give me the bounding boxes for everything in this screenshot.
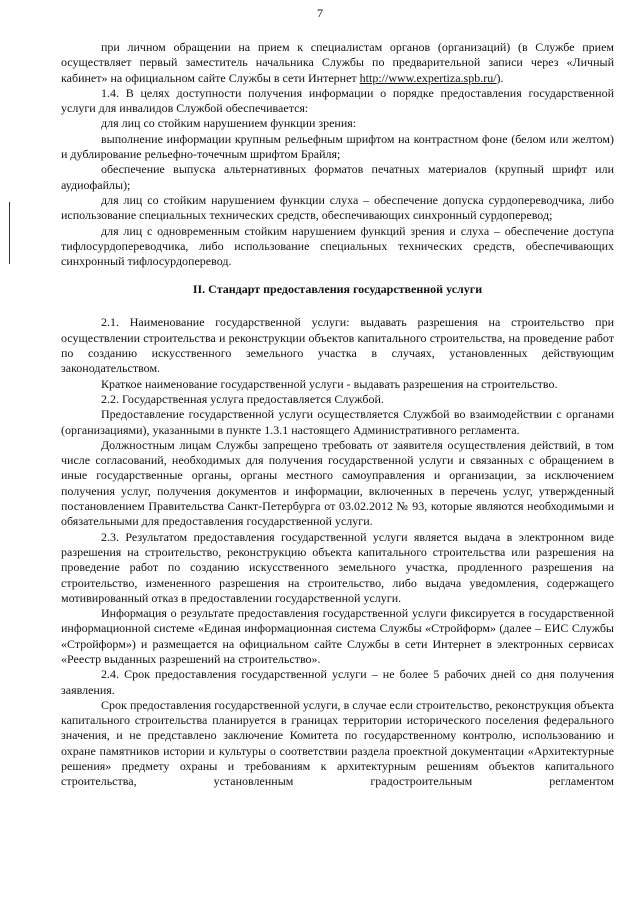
document-body <box>61 40 614 790</box>
paragraph-text-end: ). <box>496 70 504 85</box>
paragraph-information: Информация о результате предоставления государственной услуги фиксируется в государственной информационной системе «Единая информационная система Службы «Стройформ» (далее – ЕИС Службы «Стройформ») и размещается на официальном сайте Службы в сети Интернет в электронных сервисах «Реестр выданных разрешений на строительство». <box>61 606 614 666</box>
margin-change-bar <box>9 202 10 264</box>
paragraph-alt-formats: обеспечение выпуска альтернативных форматов печатных материалов (крупный шрифт или аудиофайлы); <box>61 162 614 192</box>
paragraph-1-4: 1.4. В целях доступности получения информации о порядке предоставления государственной услуги для инвалидов Службой обеспечивается: <box>61 85 614 116</box>
page-number: 7 <box>317 6 323 20</box>
paragraph-text: при личном обращении на прием к специалистам органов (организаций) (в Службе прием осуществляет первый заместитель начальника Службы по предварительной записи через «Личный кабинет» на официальном сайте Службы в сети Интернет <box>61 40 614 85</box>
paragraph-term: Срок предоставления государственной услуги, в случае если строительство, реконструкция объекта капитального строительства планируется в границах территории исторического поселения федерального значения, и не представлено заключение Комитета по государственному контролю, использованию и охране памятников истории и культуры о соответствии раздела проектной документации «Архитектурные решения» предмету охраны и требованиям к архитектурным решениям объектов капитального строительства, установленным градостроительным регламентом <box>61 697 614 789</box>
paragraph-2-4: 2.4. Срок предоставления государственной услуги – не более 5 рабочих дней со дня получения заявления. <box>61 667 614 697</box>
paragraph-short-name: Краткое наименование государственной услуги - выдавать разрешения на строительство. <box>101 376 558 391</box>
expertiza-website-link[interactable]: http://www.expertiza.spb.ru/ <box>359 70 497 85</box>
section-heading: II. Стандарт предоставления государственной услуги <box>192 282 483 297</box>
paragraph-2-1: 2.1. Наименование государственной услуги: выдавать разрешения на строительство при осуществлении строительства и реконструкции объектов капитального строительства, на проведение работ по созданию искусственного земельного участка в случаях, установленных действующим законодательством. <box>61 315 614 376</box>
paragraph-2-2: 2.2. Государственная услуга предоставляется Службой. <box>101 391 384 406</box>
paragraph-deafblind: для лиц с одновременным стойким нарушением функций зрения и слуха – обеспечение доступа тифлосурдопереводчика, либо использование специальных технических средств, обеспечивающих синхронный тифлосурдоперевод. <box>61 223 614 269</box>
paragraph-2-3: 2.3. Результатом предоставления государственной услуги является выдача в электронном виде разрешения на строительство, реконструкцию объекта капитального строительства или разрешения на проведение работ по созданию искусственного земельного участка, продленного разрешения на строительство, измененного разрешения на строительство, либо выдача уведомления, содержащего мотивированный отказ в предоставлении государственной услуги. <box>61 529 614 605</box>
paragraph-hearing-impaired: для лиц со стойким нарушением функции слуха – обеспечение допуска сурдопереводчика, либо использование специальных технических средств, обеспечивающих синхронный сурдоперевод; <box>61 192 614 223</box>
paragraph-interaction: Предоставление государственной услуги осуществляется Службой во взаимодействии с органами (организациями), указанными в пункте 1.3.1 настоящего Административного регламента. <box>61 407 614 437</box>
paragraph-vision-impaired: для лиц со стойким нарушением функции зрения: <box>101 116 357 131</box>
paragraph-prohibition: Должностным лицам Службы запрещено требовать от заявителя осуществления действий, в том числе согласований, необходимых для получения государственной услуги и связанных с обращением в иные государственные органы, органы местного самоуправления и организации, за исключением получения услуг, получения документов и информации, включенных в перечень услуг, утвержденный постановлением Правительства Санкт-Петербурга от 03.02.2012 № 93, которые являются необходимыми и обязательными для предоставления государственной услуги. <box>61 437 614 529</box>
paragraph-braille: выполнение информации крупным рельефным шрифтом на контрастном фоне (белом или желтом) и дублирование рельефно-точечным шрифтом Брайля; <box>61 131 614 162</box>
paragraph-personal-appeal <box>61 40 614 86</box>
